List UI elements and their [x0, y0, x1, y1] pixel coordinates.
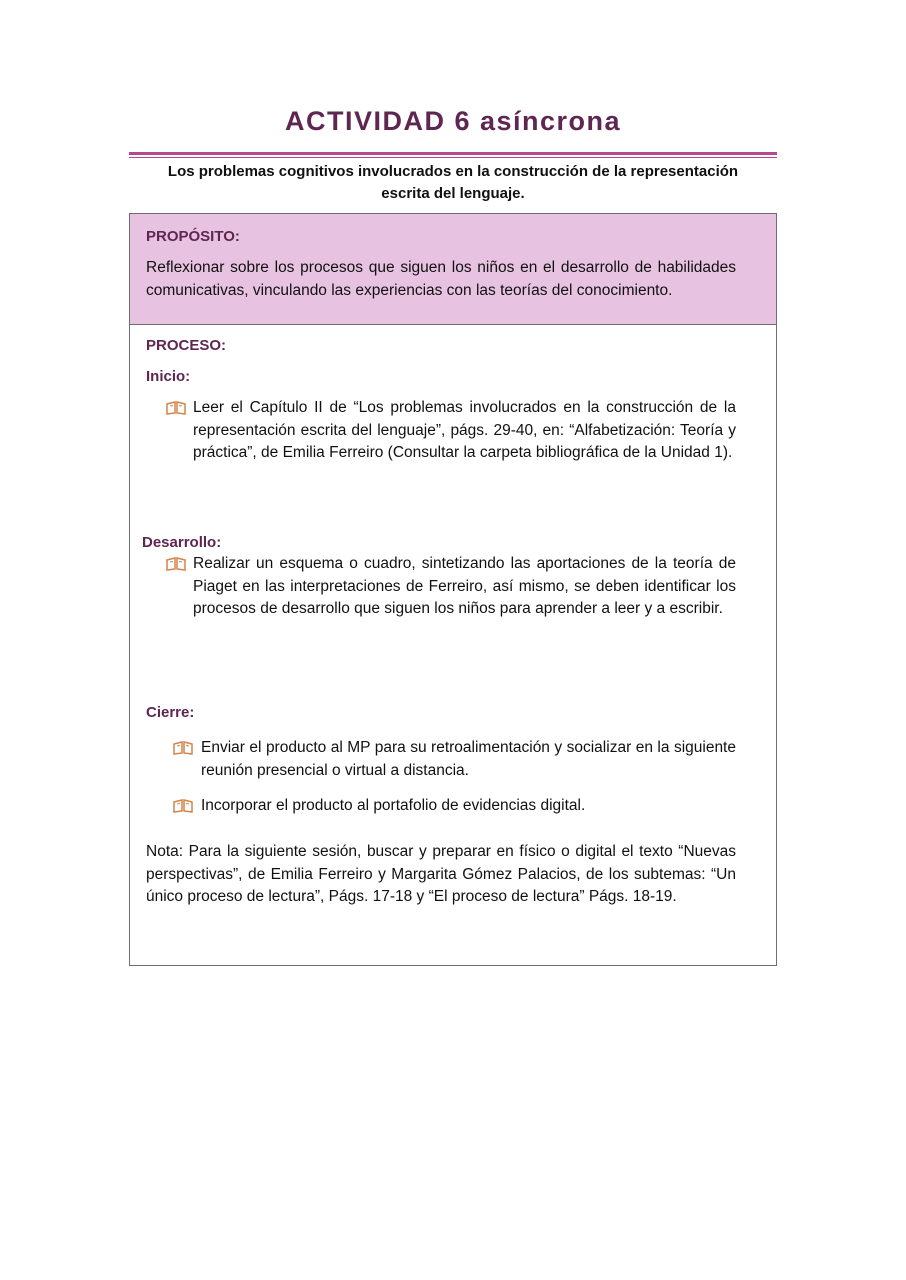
open-book-icon: [166, 401, 186, 415]
activity-box: [129, 213, 777, 966]
desarrollo-label: Desarrollo:: [142, 534, 222, 551]
cierre-label: Cierre:: [146, 704, 195, 721]
process-label: PROCESO:: [146, 337, 227, 354]
desarrollo-item: Realizar un esquema o cuadro, sintetizando las aportaciones de la teoría de Piaget en las interpretaciones de Ferreiro, así mismo, se deben identificar los procesos de desarrollo que siguen los niños para aprender a leer y a escribir.: [193, 555, 736, 617]
title-divider-thin: [129, 157, 777, 158]
cierre-item-2: Incorporar el producto al portafolio de evidencias digital.: [201, 797, 586, 814]
purpose-text: Reflexionar sobre los procesos que siguen los niños en el desarrollo de habilidades comunicativas, vinculando las experiencias con las teorías del conocimiento.: [146, 259, 736, 299]
purpose-label: PROPÓSITO:: [146, 228, 240, 245]
open-book-icon: [173, 741, 193, 755]
open-book-icon: [173, 799, 193, 813]
open-book-icon: [166, 557, 186, 571]
next-session-note: Nota: Para la siguiente sesión, buscar y preparar en físico o digital el texto “Nuevas perspectivas”, de Emilia Ferreiro y Margarita Gómez Palacios, de los subtemas: “Un único proceso de lectura”, Págs. 17-18 y “El proceso de lectura” Págs. 18-19.: [146, 843, 736, 905]
subtitle-line-2: escrita del lenguaje.: [381, 185, 525, 202]
purpose-section: [130, 214, 776, 325]
page-title: ACTIVIDAD 6 asíncrona: [284, 106, 622, 136]
activity-subtitle: [133, 161, 773, 205]
inicio-item: Leer el Capítulo II de “Los problemas involucrados en la construcción de la representación escrita del lenguaje”, págs. 29-40, en: “Alfabetización: Teoría y práctica”, de Emilia Ferreiro (Consultar la carpeta bibliográfica de la Unidad 1).: [193, 399, 736, 461]
inicio-label: Inicio:: [146, 368, 191, 385]
title-divider: [129, 152, 777, 155]
cierre-item-1: Enviar el producto al MP para su retroalimentación y socializar en la siguiente reunión presencial o virtual a distancia.: [201, 739, 736, 779]
subtitle-line-1: Los problemas cognitivos involucrados en la construcción de la representación: [167, 163, 739, 180]
